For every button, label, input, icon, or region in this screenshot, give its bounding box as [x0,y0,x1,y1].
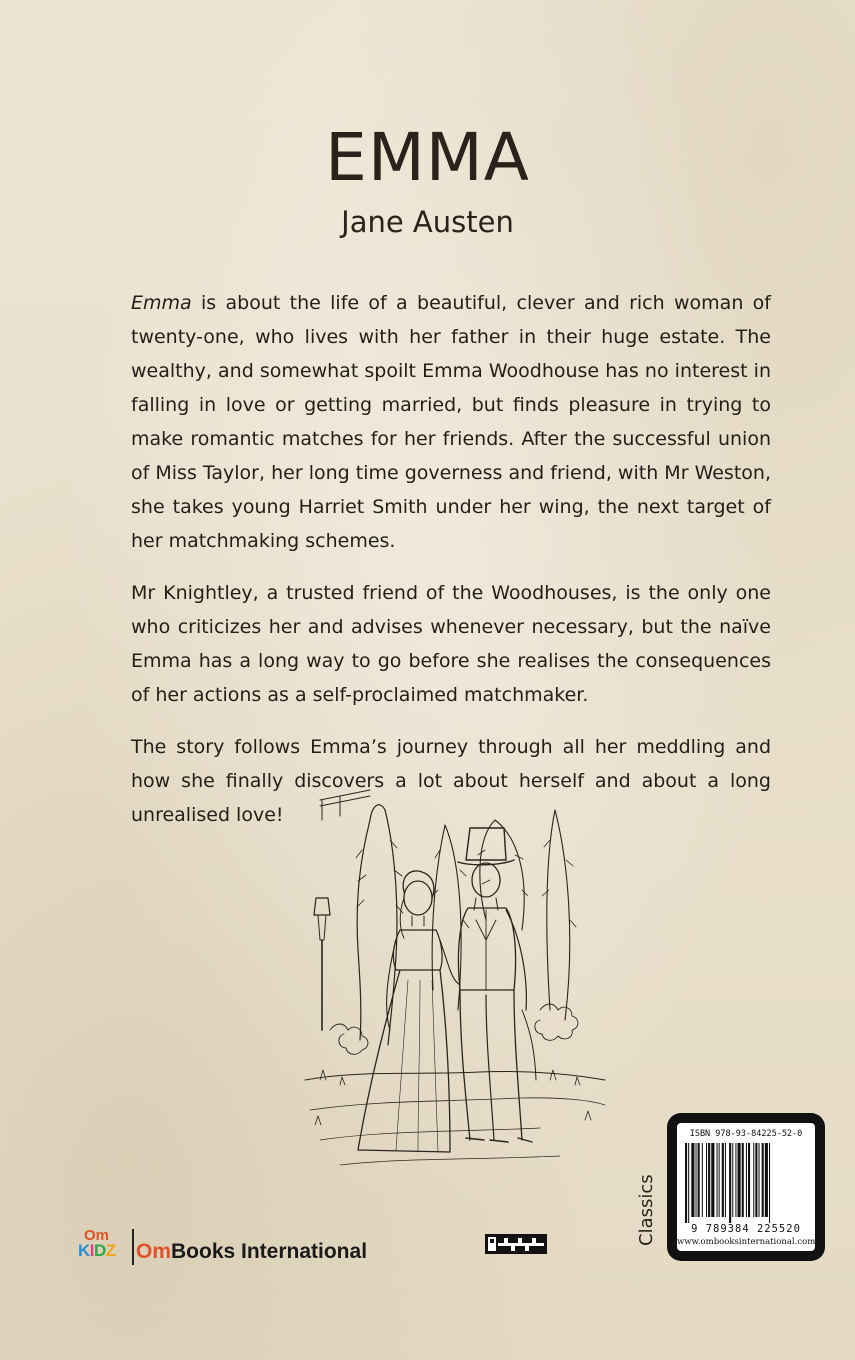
couple-in-garden-illustration [300,780,610,1185]
barcode-label [677,1123,815,1251]
kidz-letter-i: I [89,1241,95,1260]
kidz-letter-k: K [78,1241,90,1260]
isbn-digits: 9 789384 225520 [691,1223,801,1235]
book-title: EMMA [325,119,530,196]
publisher-website: www.ombooksinternational.com [677,1237,815,1247]
om-kidz-logo-kidz [78,1241,116,1261]
bookmark-icon [484,1233,548,1255]
blurb-paragraph-1-text: is about the life of a beautiful, clever and rich woman of twenty-one, who lives with her father in their huge estate. The wealthy, and somewhat spoilt Emma Woodhouse has no interest in falling in love or getting married, but finds pleasure in trying to make romantic matches for her friends. After the successful union of Miss Taylor, her long time governess and friend, with Mr Weston, she takes young Harriet Smith under her wing, the next target of her matchmaking schemes. [131,292,771,552]
logo-divider [132,1229,134,1265]
book-blurb [131,286,771,850]
category-label: Classics [636,1174,657,1246]
isbn-label: ISBN 978-93-84225-52-0 [689,1129,803,1139]
blurb-paragraph-3: The story follows Emma’s journey through all her meddling and how she finally discovers a lot about herself and about a long unrealised love! [131,736,771,826]
publisher-om: Om [136,1240,172,1263]
barcode-panel [667,1113,825,1261]
kidz-letter-z: Z [105,1241,116,1260]
blurb-paragraph-1 [131,286,771,558]
barcode-icon [683,1143,809,1223]
publisher-name: Books International [171,1240,368,1263]
blurb-italic-title: Emma [131,292,192,314]
om-kidz-logo-om: Om [84,1227,110,1244]
blurb-paragraph-2: Mr Knightley, a trusted friend of the Woodhouses, is the only one who criticizes her and advises whenever necessary, but the naïve Emma has a long way to go before she realises the consequences of her actions as a self-proclaimed matchmaker. [131,582,771,706]
book-author: Jane Austen [341,205,514,239]
kidz-letter-d: D [94,1241,106,1260]
